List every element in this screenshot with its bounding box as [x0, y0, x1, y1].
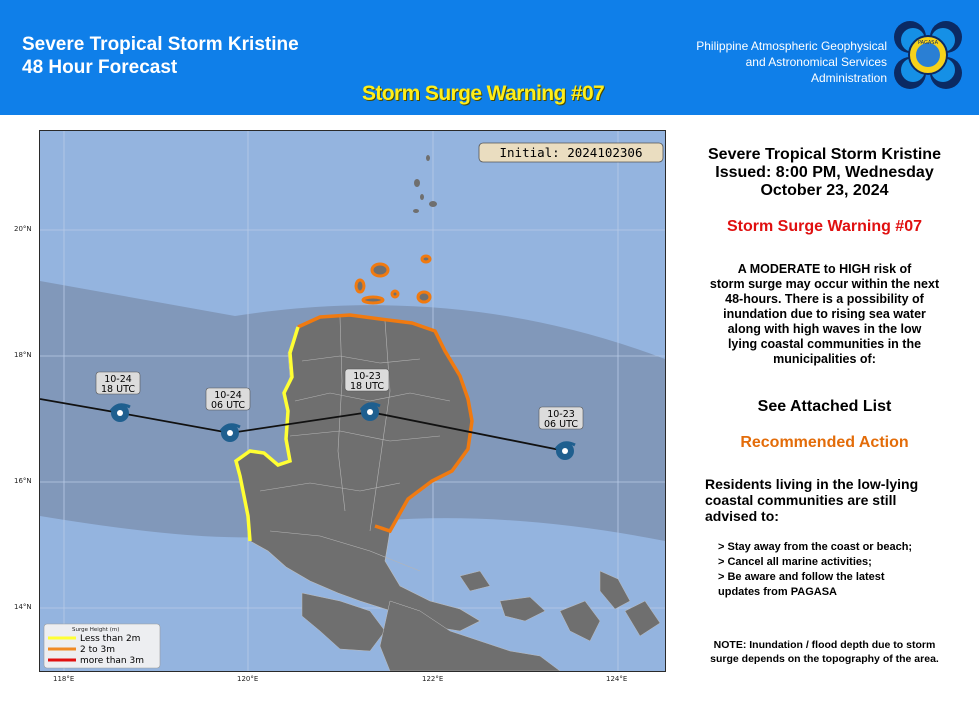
lat-tick: 18°N — [14, 351, 32, 359]
note-line: surge depends on the topography of the area. — [710, 653, 939, 665]
lat-tick: 14°N — [14, 603, 32, 611]
legend-title: Surge Height (m) — [72, 627, 120, 633]
inundation-note — [670, 638, 979, 666]
track-label — [345, 369, 389, 392]
risk-statement — [670, 262, 979, 367]
advisory-bullet: > Stay away from the coast or beach; — [718, 541, 913, 553]
lon-tick: 122°E — [422, 675, 444, 683]
track-label-time: 06 UTC — [211, 400, 245, 411]
note-line: NOTE: Inundation / flood depth due to storm — [713, 639, 936, 651]
map-canvas — [40, 131, 665, 671]
residents-advisory — [705, 476, 965, 524]
lon-tick: 118°E — [53, 675, 75, 683]
storm-info-line: October 23, 2024 — [760, 182, 889, 199]
header-banner — [0, 0, 979, 115]
track-label — [206, 388, 250, 411]
storm-info-line: Severe Tropical Storm Kristine — [708, 146, 941, 163]
track-label-date: 10-24 — [214, 390, 242, 401]
track-label-date: 10-23 — [547, 409, 575, 420]
lat-tick: 20°N — [14, 225, 32, 233]
agency-line: Administration — [810, 71, 887, 85]
lon-tick: 120°E — [237, 675, 259, 683]
legend-label: more than 3m — [80, 656, 144, 666]
risk-line: A MODERATE to HIGH risk of — [737, 262, 912, 276]
risk-line: inundation due to rising sea water — [723, 307, 926, 321]
storm-info-heading — [670, 146, 979, 200]
track-label — [539, 407, 583, 430]
surge-warning-banner: Storm Surge Warning #07 — [362, 82, 605, 105]
advisory-bullet: > Cancel all marine activities; — [718, 556, 872, 568]
track-label-date: 10-23 — [353, 371, 381, 382]
recommended-action-heading: Recommended Action — [740, 434, 909, 451]
residents-line: advised to: — [705, 508, 779, 524]
surge-legend — [44, 624, 160, 668]
residents-line: coastal communities are still — [705, 492, 897, 508]
risk-line: municipalities of: — [773, 352, 876, 366]
track-label-time: 18 UTC — [350, 381, 384, 392]
agency-name — [696, 38, 887, 86]
surge-warning-number: Storm Surge Warning #07 — [727, 218, 922, 235]
advisory-bullet: updates from PAGASA — [718, 586, 837, 598]
legend-label: Less than 2m — [80, 634, 141, 644]
legend-label: 2 to 3m — [80, 645, 115, 655]
track-label-time: 18 UTC — [101, 384, 135, 395]
northern-islands — [356, 155, 437, 303]
lat-tick: 16°N — [14, 477, 32, 485]
agency-line: and Astronomical Services — [745, 55, 887, 69]
track-label — [96, 372, 140, 395]
lon-tick: 124°E — [606, 675, 628, 683]
see-attached-list: See Attached List — [757, 398, 892, 415]
risk-line: storm surge may occur within the next — [709, 277, 940, 291]
advisory-bullet: > Be aware and follow the latest — [718, 571, 885, 583]
residents-line: Residents living in the low-lying — [705, 476, 919, 492]
northern-islands-surge — [356, 256, 430, 303]
initial-label: Initial: 2024102306 — [499, 145, 643, 160]
forecast-title: 48 Hour Forecast — [22, 57, 178, 78]
track-label-date: 10-24 — [104, 374, 132, 385]
agency-line: Philippine Atmospheric Geophysical — [696, 39, 887, 53]
risk-line: 48-hours. There is a possibility of — [725, 292, 924, 306]
forecast-map — [39, 130, 666, 672]
storm-title: Severe Tropical Storm Kristine — [22, 34, 299, 55]
advisory-bullets — [718, 540, 968, 600]
storm-info-line: Issued: 8:00 PM, Wednesday — [715, 164, 934, 181]
track-label-time: 06 UTC — [544, 419, 578, 430]
logo-text: PAGASA — [917, 40, 939, 46]
risk-line: along with high waves in the low — [727, 322, 922, 336]
pagasa-logo — [893, 20, 963, 90]
risk-line: lying coastal communities in the — [727, 337, 922, 351]
